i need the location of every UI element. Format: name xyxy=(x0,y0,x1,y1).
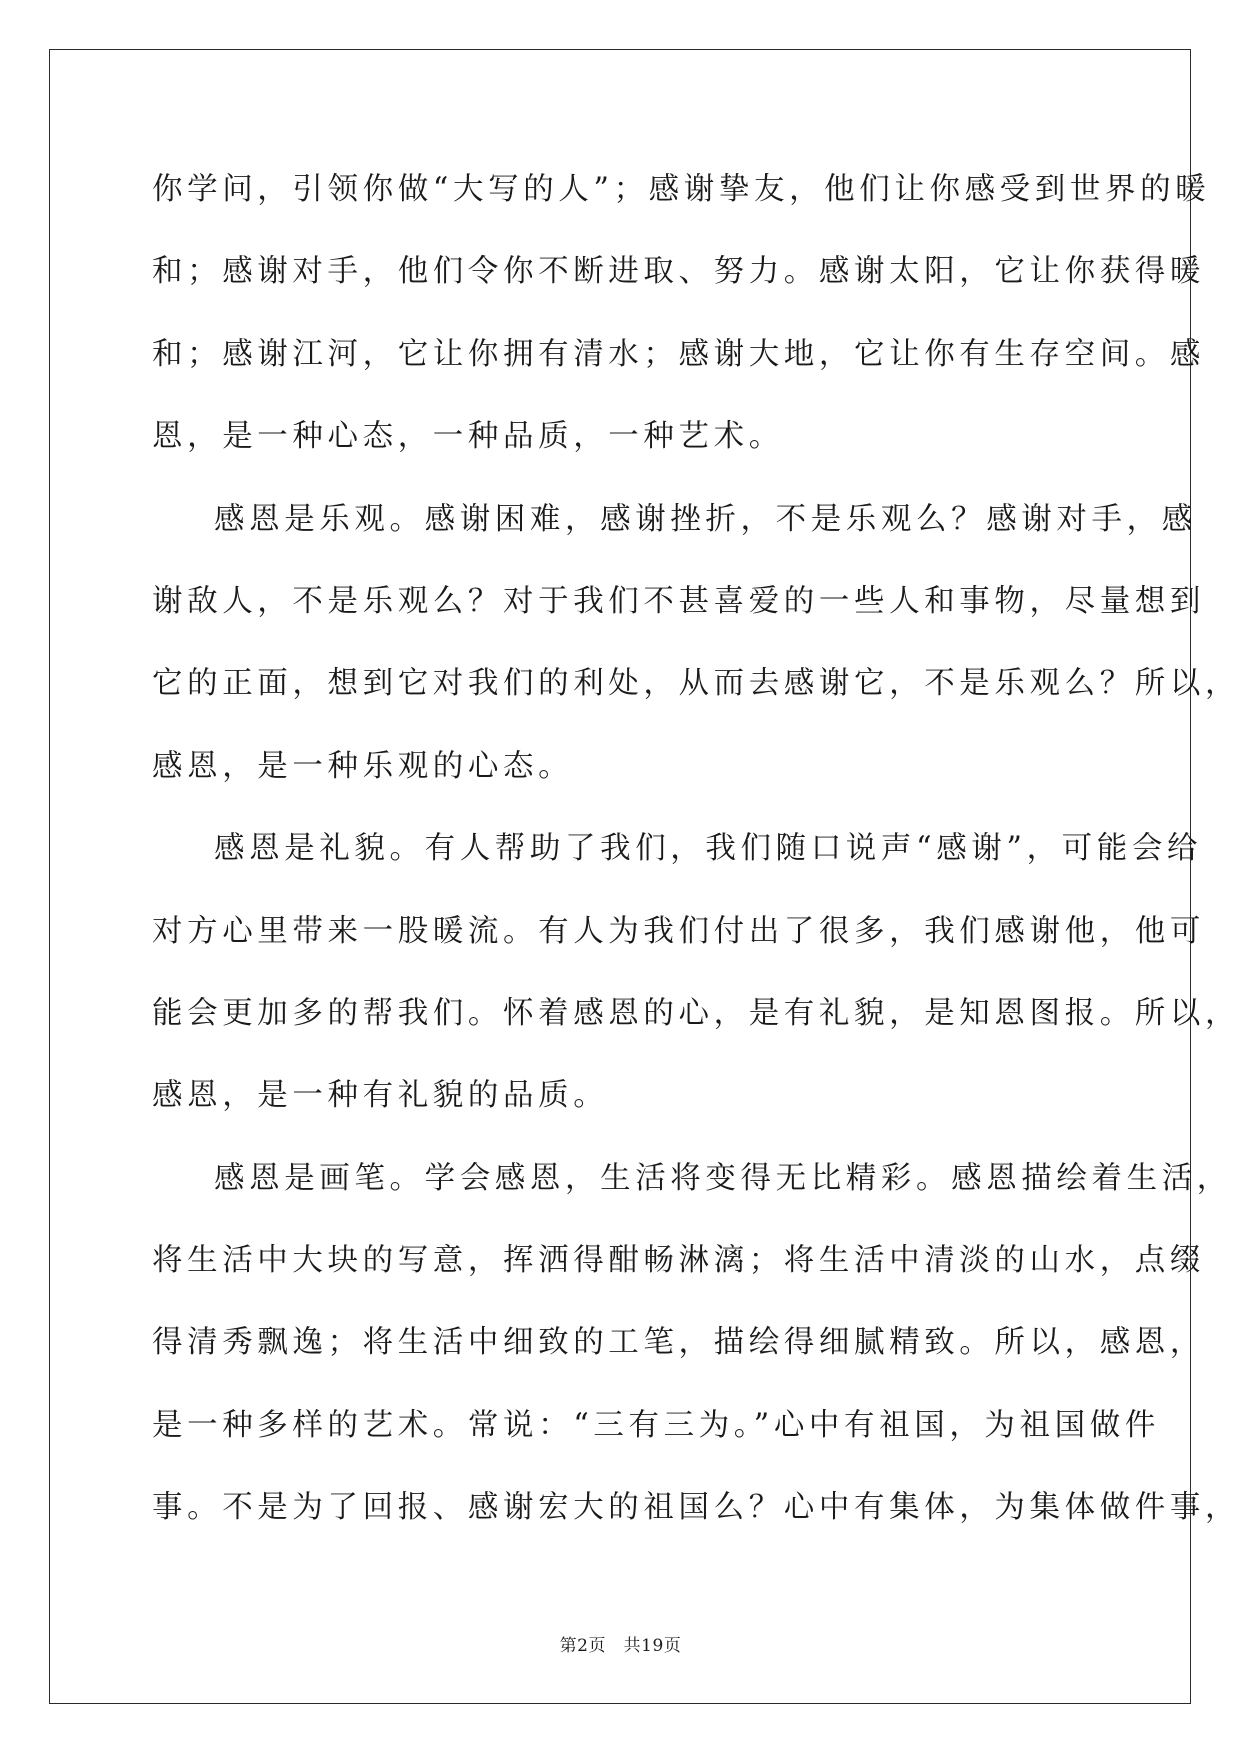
text-line: 它的正面，想到它对我们的利处，从而去感谢它，不是乐观么？所以， xyxy=(152,666,1241,702)
text-line: 是一种多样的艺术。常说：“三有三为。”心中有祖国，为祖国做件 xyxy=(152,1407,1160,1443)
paragraph-first-line: 感恩是礼貌。有人帮助了我们，我们随口说声“感谢”，可能会给 xyxy=(214,831,1203,867)
paragraph-first-line: 感恩是乐观。感谢困难，感谢挫折，不是乐观么？感谢对手，感 xyxy=(214,501,1197,537)
text-line: 得清秀飘逸；将生活中细致的工笔，描绘得细腻精致。所以，感恩， xyxy=(152,1325,1205,1361)
page-footer: 第2页 共19页 xyxy=(559,1636,682,1656)
text-line: 恩，是一种心态，一种品质，一种艺术。 xyxy=(152,419,784,455)
text-line: 将生活中大块的写意，挥洒得酣畅淋漓；将生活中清淡的山水，点缀 xyxy=(152,1243,1205,1279)
text-line: 谢敌人，不是乐观么？对于我们不甚喜爱的一些人和事物，尽量想到 xyxy=(152,583,1205,619)
text-line: 你学问，引领你做“大写的人”；感谢挚友，他们让你感受到世界的暖 xyxy=(152,172,1211,207)
text-line: 感恩，是一种乐观的心态。 xyxy=(152,748,574,784)
document-body xyxy=(152,162,1241,1563)
text-line: 感恩，是一种有礼貌的品质。 xyxy=(152,1078,609,1114)
text-line: 对方心里带来一股暖流。有人为我们付出了很多，我们感谢他，他可 xyxy=(152,913,1205,949)
paragraph-first-line: 感恩是画笔。学会感恩，生活将变得无比精彩。感恩描绘着生活， xyxy=(214,1160,1232,1196)
text-line: 能会更加多的帮我们。怀着感恩的心，是有礼貌，是知恩图报。所以， xyxy=(152,995,1241,1031)
text-line: 事。不是为了回报、感谢宏大的祖国么？心中有集体，为集体做件事， xyxy=(152,1490,1241,1526)
text-line: 和；感谢江河，它让你拥有清水；感谢大地，它让你有生存空间。感 xyxy=(152,336,1205,372)
text-line: 和；感谢对手，他们令你不断进取、努力。感谢太阳，它让你获得暖 xyxy=(152,254,1205,290)
